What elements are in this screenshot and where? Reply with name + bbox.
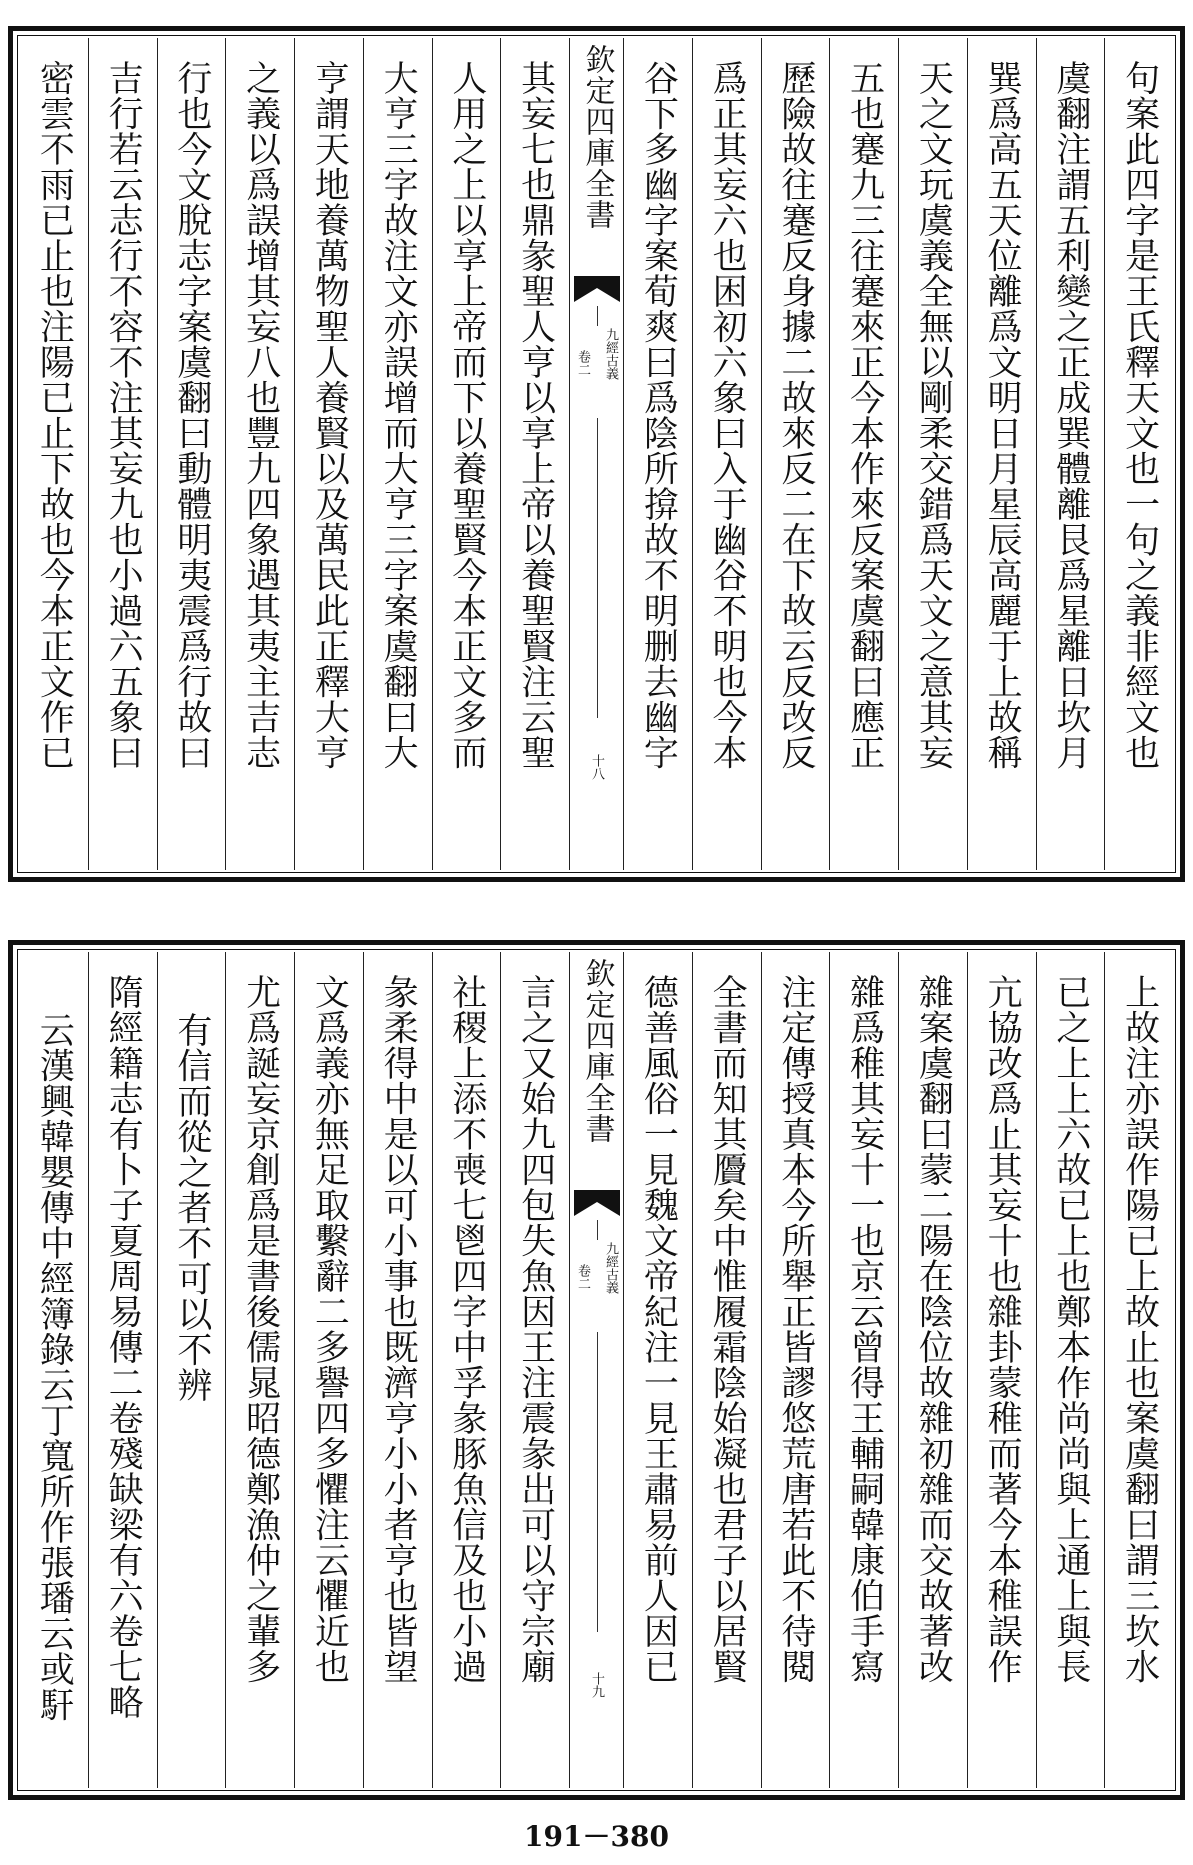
text-column: 注定傳授真本今所舉正皆謬悠荒唐若此不待閱: [761, 952, 830, 1788]
text-column: 天之文玩虞義全無以剛柔交錯爲天文之意其妄: [898, 38, 967, 870]
text-column: 巽爲高五天位離爲文明日月星辰高麗于上故稱: [967, 38, 1036, 870]
text-column: 文爲義亦無足取繫辭二多譽四多懼注云懼近也: [294, 952, 363, 1788]
text-column: 德善風俗一見魏文帝紀注一見王肅易前人因已: [623, 952, 692, 1788]
text-column: 人用之上以享上帝而下以養聖賢今本正文多而: [432, 38, 501, 870]
text-column: 句案此四字是王氏釋天文也一句之義非經文也: [1104, 38, 1173, 870]
text-column: 隋經籍志有卜子夏周易傳二卷殘缺梁有六卷七略: [88, 952, 157, 1788]
fold-title: 欽定四庫全書: [579, 44, 615, 230]
text-column: 吉行若云志行不容不注其妄九也小過六五象曰: [88, 38, 157, 870]
text-column: 爲正其妄六也困初六象曰入于幽谷不明也今本: [692, 38, 761, 870]
text-column: 已之上上六故已上也鄭本作尚尚與上通上與長: [1036, 952, 1105, 1788]
fish-tail-icon: [574, 276, 620, 302]
fish-tail-icon: [574, 1190, 620, 1216]
text-column: 彖柔得中是以可小事也既濟亨小小者亨也皆望: [363, 952, 432, 1788]
text-column: 尤爲誕妄京創爲是書後儒晁昭德鄭漁仲之輩多: [225, 952, 294, 1788]
fold-page-number: 十九: [589, 1672, 604, 1698]
fold-volume: 卷二: [575, 1264, 590, 1290]
text-column: 言之又始九四包失魚因王注震彖出可以守宗廟: [500, 952, 569, 1788]
text-column: 之義以爲誤增其妄八也豐九四象遇其夷主吉志: [225, 38, 294, 870]
text-column: 虞翻注謂五利變之正成巽體離艮爲星離日坎月: [1036, 38, 1105, 870]
fold-page-number: 十八: [589, 754, 604, 780]
text-column: 其妄七也鼎彖聖人亨以享上帝以養聖賢注云聖: [500, 38, 569, 870]
center-fold: [569, 38, 623, 870]
fold-title: 欽定四庫全書: [579, 958, 615, 1144]
text-column: 五也蹇九三往蹇來正今本作來反案虞翻曰應正: [829, 38, 898, 870]
bottom-page: [8, 940, 1185, 1800]
fold-volume: 卷二: [575, 350, 590, 376]
text-column: 亨謂天地養萬物聖人養賢以及萬民此正釋大亨: [294, 38, 363, 870]
fold-book-name: 九經古義: [603, 328, 618, 380]
text-column: 亢協改爲止其妄十也雜卦蒙稚而著今本稚誤作: [967, 952, 1036, 1788]
center-fold: [569, 952, 623, 1788]
text-column: 大亨三字故注文亦誤增而大亨三字案虞翻曰大: [363, 38, 432, 870]
text-column: 谷下多幽字案荀爽曰爲陰所揜故不明删去幽字: [623, 38, 692, 870]
text-column: 密雲不雨已止也注陽已止下故也今本正文作已: [34, 60, 75, 770]
fold-book-name: 九經古義: [603, 1242, 618, 1294]
top-page-columns: [20, 38, 1173, 870]
fold-rule: [597, 418, 598, 718]
text-column: 行也今文脫志字案虞翻曰動體明夷震爲行故曰: [157, 38, 226, 870]
fold-rule: [597, 306, 598, 326]
bottom-page-columns: [20, 952, 1173, 1788]
fold-rule: [597, 1220, 598, 1240]
top-page: [8, 26, 1185, 882]
text-column: 雜案虞翻曰蒙二陽在陰位故雜初雜而交故著改: [898, 952, 967, 1788]
text-column: 有信而從之者不可以不辨: [157, 952, 226, 1788]
text-column: 全書而知其贗矣中惟履霜陰始凝也君子以居賢: [692, 952, 761, 1788]
fold-rule: [597, 1332, 598, 1632]
text-column: 云漢興韓嬰傳中經簿錄云丁寬所作張璠云或馯: [34, 1012, 75, 1722]
text-column: 上故注亦誤作陽已上故止也案虞翻曰謂三坎水: [1104, 952, 1173, 1788]
text-column: 雜爲稚其妄十一也京云曾得王輔嗣韓康伯手寫: [829, 952, 898, 1788]
text-column: 社稷上添不喪七鬯四字中孚彖豚魚信及也小過: [432, 952, 501, 1788]
text-column: 歷險故往蹇反身據二故來反二在下故云反改反: [761, 38, 830, 870]
page-footer-number: 191－380: [524, 1820, 669, 1853]
